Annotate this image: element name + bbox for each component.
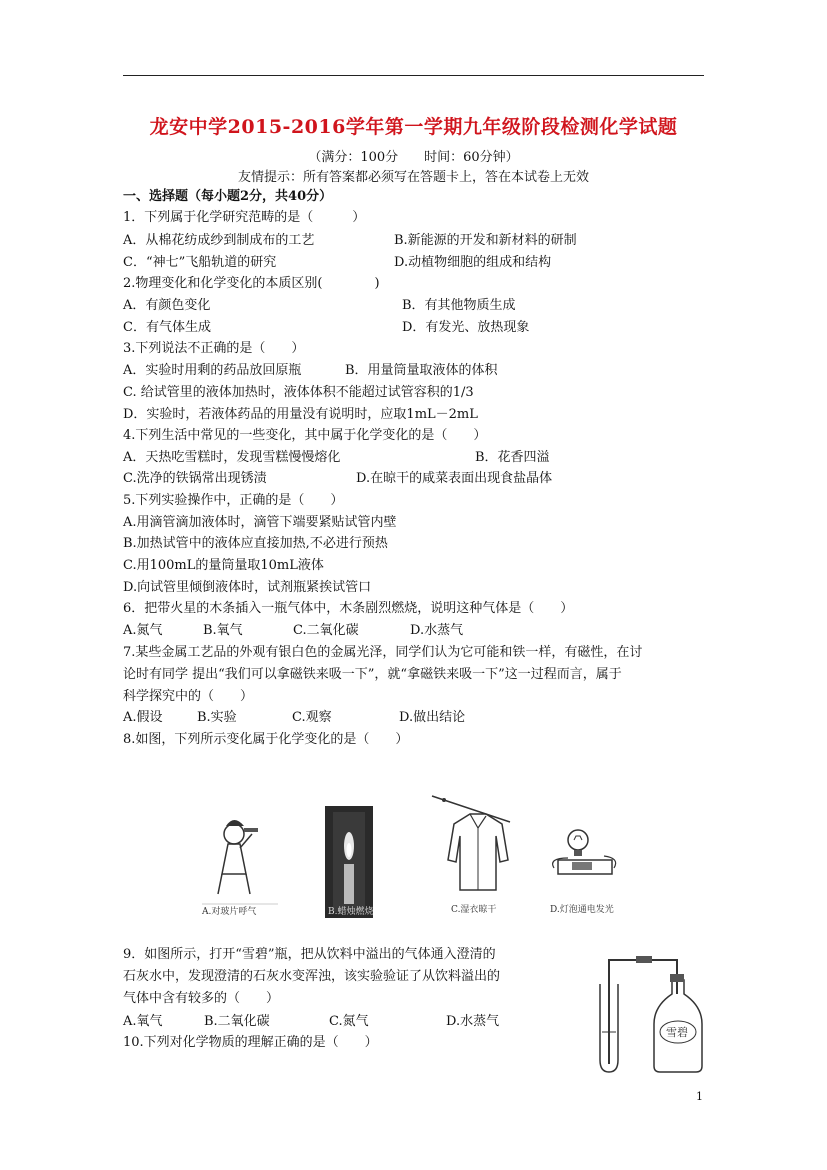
q7-option-c: C.观察 [292, 710, 332, 725]
q4-option-d: D.在晾干的咸菜表面出现食盐晶体 [356, 471, 553, 486]
q4-option-a: A．天热吃雪糕时，发现雪糕慢慢熔化 [123, 450, 341, 465]
q9-stem-line-2: 石灰水中，发现澄清的石灰水变浑浊，该实验验证了从饮料溢出的 [123, 969, 501, 984]
q3-stem: 3.下列说法不正确的是（ ） [123, 341, 305, 356]
sprite-bottle-apparatus-figure [592, 952, 708, 1076]
q7-option-a: A.假设 [123, 710, 163, 725]
q8-caption-b: B.蜡烛燃烧 [328, 907, 374, 917]
exam-meta: （满分：100分 时间：60分钟） [308, 150, 519, 165]
q6-option-d: D.水蒸气 [410, 623, 464, 638]
q7-stem-line-3: 科学探究中的（ ） [123, 689, 254, 704]
q1-option-a: A．从棉花纺成纱到制成布的工艺 [123, 233, 315, 248]
q6-stem: 6．把带火星的木条插入一瓶气体中，木条剧烈燃烧，说明这种气体是（ ） [123, 601, 574, 616]
q9-option-c: C.氮气 [329, 1014, 369, 1029]
q2-option-d: D．有发光、放热现象 [402, 320, 530, 335]
q9-option-a: A.氧气 [123, 1014, 163, 1029]
q1-option-d: D.动植物细胞的组成和结构 [394, 255, 552, 270]
q1-option-b: B.新能源的开发和新材料的研制 [394, 233, 577, 248]
q5-option-b: B.加热试管中的液体应直接加热,不必进行预热 [123, 536, 388, 551]
exam-title: 龙安中学2015-2016学年第一学期九年级阶段检测化学试题 [149, 116, 678, 138]
light-bulb-circuit-figure [548, 824, 620, 886]
q8-caption-a: A.对玻片呼气 [202, 907, 257, 917]
q7-stem-line-2: 论时有同学 提出“我们可以拿磁铁来吸一下”，就“拿磁铁来吸一下”这一过程而言，属于 [123, 667, 622, 682]
q6-option-c: C.二氧化碳 [293, 623, 359, 638]
drying-clothes-figure [430, 792, 512, 912]
q8-caption-d: D.灯泡通电发光 [550, 905, 614, 915]
q1-option-c: C．“神七”飞船轨道的研究 [123, 255, 277, 270]
q1-stem: 1．下列属于化学研究范畴的是（ ） [123, 210, 366, 225]
q9-stem-line-1: 9．如图所示，打开“雪碧”瓶，把从饮料中溢出的气体通入澄清的 [123, 947, 496, 962]
q7-stem-line-1: 7.某些金属工艺品的外观有银白色的金属光泽，同学们认为它可能和铁一样，有磁性，在讨 [123, 645, 643, 660]
q4-option-b: B．花香四溢 [475, 450, 550, 465]
q9-stem-line-3: 气体中含有较多的（ ） [123, 991, 280, 1006]
q2-option-a: A．有颜色变化 [123, 298, 211, 313]
q7-option-d: D.做出结论 [399, 710, 466, 725]
section-heading: 一、选择题（每小题2分，共40分） [123, 189, 333, 204]
q2-stem: 2.物理变化和化学变化的本质区别( ) [123, 276, 380, 291]
q3-option-d: D．实验时，若液体药品的用量没有说明时，应取1mL－2mL [123, 407, 478, 422]
q2-option-b: B．有其他物质生成 [402, 298, 516, 313]
top-rule [123, 75, 704, 76]
q8-stem: 8.如图，下列所示变化属于化学变化的是（ ） [123, 732, 409, 747]
q7-option-b: B.实验 [197, 710, 237, 725]
q9-option-d: D.水蒸气 [446, 1014, 500, 1029]
q5-option-c: C.用100mL的量筒量取10mL液体 [123, 558, 324, 573]
q3-option-b: B．用量筒量取液体的体积 [345, 363, 498, 378]
q3-option-a: A．实验时用剩的药品放回原瓶 [123, 363, 302, 378]
burning-candle-figure [325, 806, 373, 918]
q2-option-c: C．有气体生成 [123, 320, 211, 335]
q8-caption-c: C.湿衣晾干 [451, 905, 497, 915]
page-number: 1 [696, 1090, 703, 1103]
q3-option-c: C. 给试管里的液体加热时，液体体积不能超过试管容积的1/3 [123, 385, 474, 400]
exam-tip: 友情提示：所有答案都必须写在答题卡上，答在本试卷上无效 [237, 170, 589, 185]
bottle-label: 雪碧 [666, 1026, 688, 1039]
q5-stem: 5.下列实验操作中，正确的是（ ） [123, 493, 344, 508]
q10-stem: 10.下列对化学物质的理解正确的是（ ） [123, 1035, 378, 1050]
q5-option-a: A.用滴管滴加液体时，滴管下端要紧贴试管内壁 [123, 515, 397, 530]
q4-option-c: C.洗净的铁锅常出现锈渍 [123, 471, 267, 486]
q9-option-b: B.二氧化碳 [204, 1014, 270, 1029]
q5-option-d: D.向试管里倾倒液体时，试剂瓶紧挨试管口 [123, 580, 372, 595]
q4-stem: 4.下列生活中常见的一些变化，其中属于化学变化的是（ ） [123, 428, 487, 443]
q6-option-a: A.氮气 [123, 623, 163, 638]
q6-option-b: B.氧气 [203, 623, 243, 638]
